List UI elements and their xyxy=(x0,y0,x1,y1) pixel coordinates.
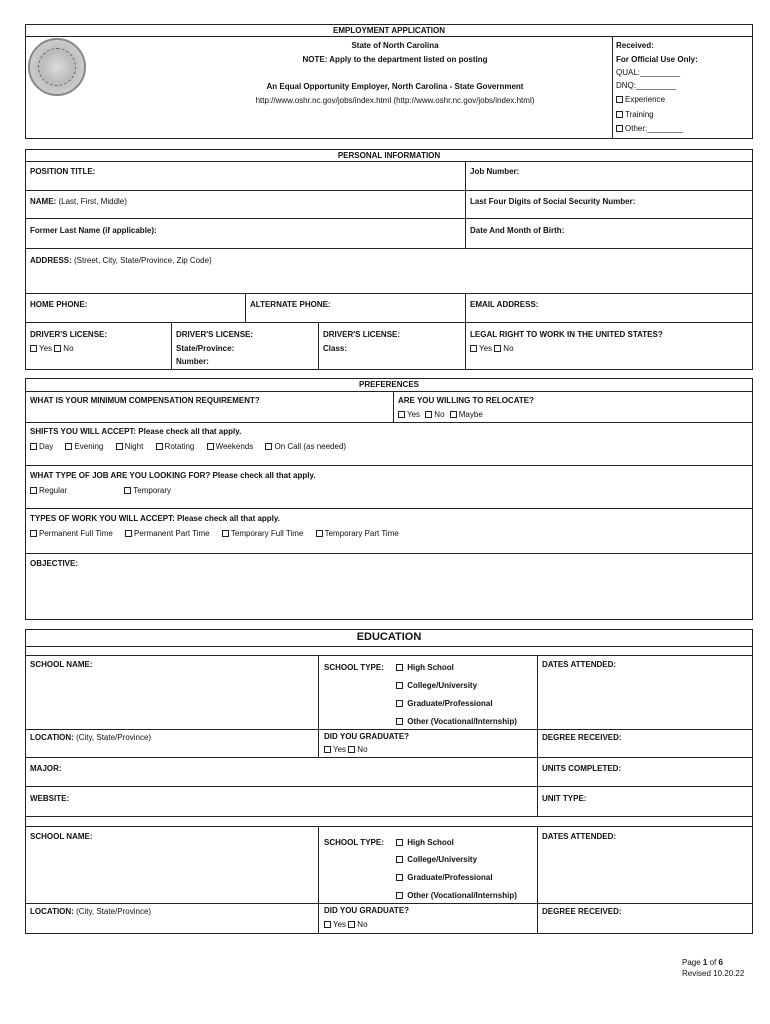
grad-checkbox-2[interactable] xyxy=(396,874,403,881)
graduate-label-2: DID YOU GRADUATE? xyxy=(324,906,410,915)
experience-checkbox[interactable] xyxy=(616,96,623,103)
training-checkbox[interactable] xyxy=(616,111,623,118)
personal-vrule-phone-b xyxy=(465,293,466,370)
grad-yes-checkbox-2[interactable] xyxy=(324,921,331,928)
official-use-label: For Official Use Only: xyxy=(616,55,698,64)
form-title: EMPLOYMENT APPLICATION xyxy=(333,26,445,35)
work-temp-full-checkbox[interactable] xyxy=(222,530,229,537)
edu1-rule-4 xyxy=(25,816,753,817)
jobs-url-link[interactable]: http://www.oshr.nc.gov/jobs/index.html (http://www.oshr.nc.gov/jobs/index.html) xyxy=(255,96,535,105)
graduate-options-2: Yes No xyxy=(324,920,368,930)
relocate-maybe-checkbox[interactable] xyxy=(450,411,457,418)
school-type-label-1: SCHOOL TYPE: xyxy=(324,663,384,672)
state-name: State of North Carolina xyxy=(351,41,439,50)
legal-no-checkbox[interactable] xyxy=(494,345,501,352)
personal-rule-3 xyxy=(25,248,753,249)
relocate-options: Yes No Maybe xyxy=(398,410,483,420)
work-type-options: Permanent Full Time Permanent Part Time Temporary Full Time Temporary Part Time xyxy=(30,529,399,539)
edu2-vrule-a xyxy=(318,826,319,934)
edu-rule-title xyxy=(25,646,753,647)
work-temp-part-checkbox[interactable] xyxy=(316,530,323,537)
edu1-rule-1 xyxy=(25,729,753,730)
degree-field-1[interactable]: DEGREE RECEIVED: xyxy=(542,733,622,742)
personal-rule-0 xyxy=(25,161,753,162)
page-number: Page 1 of 6 xyxy=(682,958,723,967)
qual-field: QUAL:_________ xyxy=(616,68,681,77)
shifts-label: SHIFTS YOU WILL ACCEPT: Please check all that apply. xyxy=(30,427,242,436)
personal-vrule-dl-b xyxy=(318,322,319,370)
education-title: EDUCATION xyxy=(356,631,422,643)
apply-note: NOTE: Apply to the department listed on posting xyxy=(302,55,488,64)
personal-vrule-phone-a xyxy=(245,293,246,322)
legal-yes-no: Yes No xyxy=(470,344,514,354)
shift-options: Day Evening Night Rotating Weekends On Call (as needed) xyxy=(30,442,346,452)
dl-state-field[interactable]: State/Province: xyxy=(176,344,235,353)
location-field-1[interactable]: LOCATION: (City, State/Province) xyxy=(30,733,152,742)
other-checkbox-2[interactable] xyxy=(396,892,403,899)
pref-rule-3 xyxy=(25,508,753,509)
school-name-field-2[interactable]: SCHOOL NAME: xyxy=(30,832,93,841)
location-field-2[interactable]: LOCATION: (City, State/Province) xyxy=(30,907,152,916)
personal-info-title: PERSONAL INFORMATION xyxy=(337,151,441,160)
revised-date: Revised 10.20.22 xyxy=(682,969,745,978)
work-types-label: TYPES OF WORK YOU WILL ACCEPT: Please check all that apply. xyxy=(30,514,280,523)
dl-class-field[interactable]: Class: xyxy=(323,344,348,353)
pref-rule-1 xyxy=(25,422,753,423)
header-official-divider xyxy=(612,36,613,139)
state-seal-logo xyxy=(28,38,86,96)
major-field-1[interactable]: MAJOR: xyxy=(30,764,62,773)
school-type-label-2: SCHOOL TYPE: xyxy=(324,838,384,847)
personal-rule-4 xyxy=(25,293,753,294)
graduate-label-1: DID YOU GRADUATE? xyxy=(324,732,410,741)
edu1-vrule-b xyxy=(537,655,538,816)
unit-type-field-1[interactable]: UNIT TYPE: xyxy=(542,794,587,803)
dl-no-checkbox[interactable] xyxy=(54,345,61,352)
ssn-field[interactable]: Last Four Digits of Social Security Number: xyxy=(470,197,636,206)
dl-yes-checkbox[interactable] xyxy=(30,345,37,352)
legal-yes-checkbox[interactable] xyxy=(470,345,477,352)
preferences-box xyxy=(25,378,753,620)
edu2-vrule-b xyxy=(537,826,538,934)
compensation-field[interactable]: WHAT IS YOUR MINIMUM COMPENSATION REQUIREMENT? xyxy=(30,396,260,405)
shift-day-checkbox[interactable] xyxy=(30,443,37,450)
grad-no-checkbox-1[interactable] xyxy=(348,746,355,753)
received-label: Received: xyxy=(616,41,654,50)
website-field-1[interactable]: WEBSITE: xyxy=(30,794,70,803)
edu2-rule-1 xyxy=(25,903,753,904)
dl-yes-no: Yes No xyxy=(30,344,74,354)
school-type-grad-1: Graduate/Professional xyxy=(396,699,493,709)
school-type-other-1: Other (Vocational/Internship) xyxy=(396,717,517,727)
header-title-rule xyxy=(25,36,753,37)
school-type-other-2: Other (Vocational/Internship) xyxy=(396,891,517,901)
legal-right-label: LEGAL RIGHT TO WORK IN THE UNITED STATES? xyxy=(470,330,663,339)
edu1-rule-5 xyxy=(25,826,753,827)
personal-vrule-dl-a xyxy=(171,322,172,370)
other-checkbox[interactable] xyxy=(616,125,623,132)
dates-attended-field-2[interactable]: DATES ATTENDED: xyxy=(542,832,617,841)
graduate-options-1: Yes No xyxy=(324,745,368,755)
units-completed-field-1[interactable]: UNITS COMPLETED: xyxy=(542,764,622,773)
dates-attended-field-1[interactable]: DATES ATTENDED: xyxy=(542,660,617,669)
address-field[interactable]: ADDRESS: (Street, City, State/Province, Zip Code) xyxy=(30,256,212,265)
dnq-field: DNQ:_________ xyxy=(616,81,677,90)
school-type-hs-1: High School xyxy=(396,663,454,673)
job-type-label: WHAT TYPE OF JOB ARE YOU LOOKING FOR? Please check all that apply. xyxy=(30,471,316,480)
email-field[interactable]: EMAIL ADDRESS: xyxy=(470,300,539,309)
shift-rotating-checkbox[interactable] xyxy=(156,443,163,450)
experience-option: Experience xyxy=(616,95,665,105)
dl-state-label: DRIVER'S LICENSE: xyxy=(176,330,254,339)
training-option: Training xyxy=(616,110,654,120)
education-box xyxy=(25,629,753,934)
position-title-field[interactable]: POSITION TITLE: xyxy=(30,167,96,176)
edu1-vrule-a xyxy=(318,655,319,757)
name-field[interactable]: NAME: (Last, First, Middle) xyxy=(30,197,127,206)
relocate-no-checkbox[interactable] xyxy=(425,411,432,418)
dl-label: DRIVER'S LICENSE: xyxy=(30,330,108,339)
alt-phone-field[interactable]: ALTERNATE PHONE: xyxy=(250,300,331,309)
pref-rule-2 xyxy=(25,465,753,466)
school-type-grad-2: Graduate/Professional xyxy=(396,873,493,883)
edu1-rule-2 xyxy=(25,757,753,758)
personal-vrule-main xyxy=(465,161,466,248)
school-type-college-1: College/University xyxy=(396,681,477,691)
shift-night-checkbox[interactable] xyxy=(116,443,123,450)
college-checkbox-1[interactable] xyxy=(396,682,403,689)
school-name-field-1[interactable]: SCHOOL NAME: xyxy=(30,660,93,669)
dl-number-field[interactable]: Number: xyxy=(176,357,209,366)
eoe-statement: An Equal Opportunity Employer, North Carolina - State Government xyxy=(266,82,524,91)
shift-weekends-checkbox[interactable] xyxy=(207,443,214,450)
school-type-college-2: College/University xyxy=(396,855,477,865)
objective-field[interactable]: OBJECTIVE: xyxy=(30,559,79,568)
grad-yes-checkbox-1[interactable] xyxy=(324,746,331,753)
other-option: Other:________ xyxy=(616,124,683,134)
edu1-rule-3 xyxy=(25,786,753,787)
relocate-yes-checkbox[interactable] xyxy=(398,411,405,418)
work-perm-full-checkbox[interactable] xyxy=(30,530,37,537)
dl-class-label: DRIVER'S LICENSE: xyxy=(323,330,401,339)
school-type-hs-2: High School xyxy=(396,838,454,848)
job-temporary-checkbox[interactable] xyxy=(124,487,131,494)
edu-rule-title-2 xyxy=(25,655,753,656)
hs-checkbox-2[interactable] xyxy=(396,839,403,846)
pref-vrule-relocate xyxy=(393,391,394,422)
preferences-title: PREFERENCES xyxy=(358,380,419,389)
personal-rule-2 xyxy=(25,218,753,219)
home-phone-field[interactable]: HOME PHONE: xyxy=(30,300,88,309)
dob-field[interactable]: Date And Month of Birth: xyxy=(470,226,565,235)
shift-oncall-checkbox[interactable] xyxy=(265,443,272,450)
other-checkbox-1[interactable] xyxy=(396,718,403,725)
personal-rule-1 xyxy=(25,190,753,191)
job-type-options: Regular Temporary xyxy=(30,486,171,496)
personal-rule-5 xyxy=(25,322,753,323)
former-name-field[interactable]: Former Last Name (if applicable): xyxy=(30,226,157,235)
relocate-label: ARE YOU WILLING TO RELOCATE? xyxy=(398,396,534,405)
grad-no-checkbox-2[interactable] xyxy=(348,921,355,928)
job-regular-checkbox[interactable] xyxy=(30,487,37,494)
grad-checkbox-1[interactable] xyxy=(396,700,403,707)
degree-field-2[interactable]: DEGREE RECEIVED: xyxy=(542,907,622,916)
work-perm-part-checkbox[interactable] xyxy=(125,530,132,537)
college-checkbox-2[interactable] xyxy=(396,856,403,863)
shift-evening-checkbox[interactable] xyxy=(65,443,72,450)
pref-rule-4 xyxy=(25,553,753,554)
hs-checkbox-1[interactable] xyxy=(396,664,403,671)
pref-rule-0 xyxy=(25,391,753,392)
job-number-field[interactable]: Job Number: xyxy=(470,167,520,176)
